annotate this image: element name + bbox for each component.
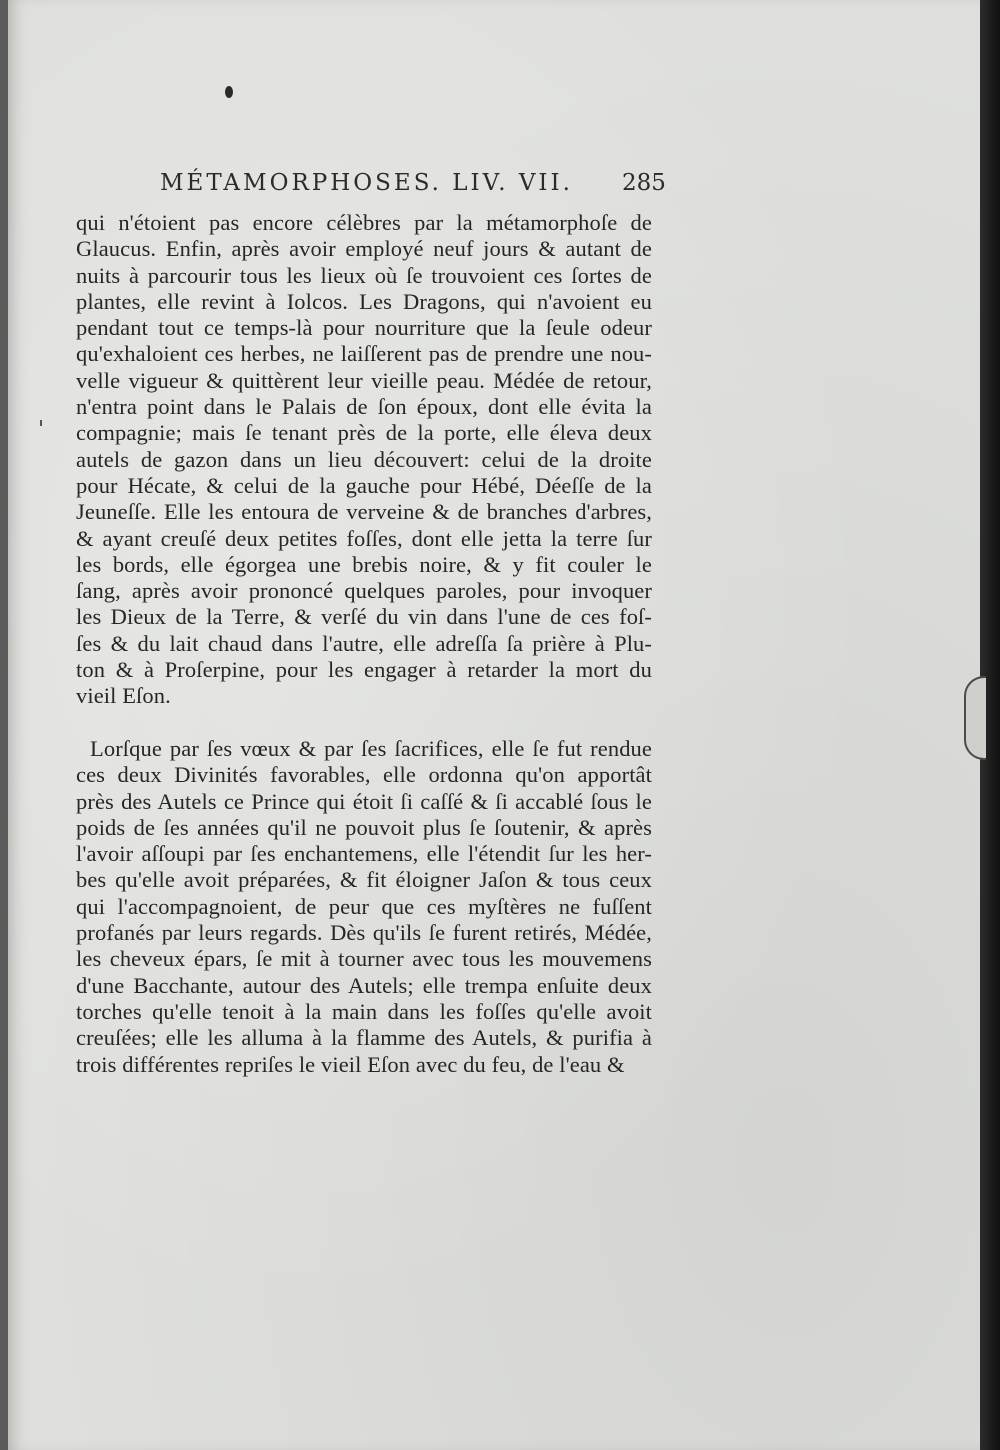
text-line: autels de gazon dans un lieu découvert: celui de la droite	[76, 446, 652, 472]
text-line: pour Hécate, & celui de la gauche pour Hébé, Déeſſe de la	[76, 472, 652, 498]
text-line: nuits à parcourir tous les lieux où ſe trouvoient ces ſortes de	[76, 262, 652, 288]
text-line: qui l'accompagnoient, de peur que ces myſtères ne fuſſent	[76, 893, 652, 919]
running-head-title: MÉTAMORPHOSES. LIV. VII.	[160, 170, 573, 196]
text-line: près des Autels ce Prince qui étoit ſi caſſé & ſi accablé ſous le	[76, 788, 652, 814]
page-number: 285	[622, 170, 666, 196]
text-line: torches qu'elle tenoit à la main dans les foſſes qu'elle avoit	[76, 998, 652, 1024]
text-line: ton & à Proſerpine, pour les engager à retarder la mort du	[76, 657, 652, 683]
text-line: ſes & du lait chaud dans l'autre, elle adreſſa ſa prière à Plu-	[76, 630, 652, 656]
text-line: ces deux Divinités favorables, elle ordonna qu'on apportât	[76, 762, 652, 788]
text-line: Jeuneſſe. Elle les entoura de verveine & de branches d'arbres,	[76, 499, 652, 525]
text-line: vieil Eſon.	[76, 683, 171, 709]
text-line: velle vigueur & quittèrent leur vieille peau. Médée de retour,	[76, 367, 652, 393]
book-page	[8, 0, 980, 1450]
text-line: plantes, elle revint à Iolcos. Les Dragons, qui n'avoient eu	[76, 288, 652, 314]
text-line: & ayant creuſé deux petites foſſes, dont elle jetta la terre ſur	[76, 525, 652, 551]
text-line: Lorſque par ſes vœux & par ſes ſacrifices, elle ſe fut rendue	[90, 736, 652, 761]
text-line: poids de ſes années qu'il ne pouvoit plus ſe ſoutenir, & après	[76, 814, 652, 840]
page-clip	[964, 676, 986, 760]
paragraph-1	[76, 210, 652, 710]
text-line: pendant tout ce temps-là pour nourriture que la ſeule odeur	[76, 315, 652, 341]
text-line: l'avoir aſſoupi par ſes enchantemens, elle l'étendit ſur les her-	[76, 841, 652, 867]
text-line: creuſées; elle les alluma à la flamme des Autels, & purifia à	[76, 1025, 652, 1051]
paragraph-2	[76, 736, 652, 1078]
page-left-edge	[0, 0, 8, 1450]
text-line: Glaucus. Enfin, après avoir employé neuf jours & autant de	[76, 236, 652, 262]
running-head	[8, 170, 980, 204]
ink-spot	[225, 86, 233, 98]
text-line: les bords, elle égorgea une brebis noire, & y fit couler le	[76, 551, 652, 577]
text-line: compagnie; mais ſe tenant près de la porte, elle éleva deux	[76, 420, 652, 446]
margin-mark	[40, 420, 42, 426]
text-line: les Dieux de la Terre, & verſé du vin dans l'une de ces foſ-	[76, 604, 652, 630]
text-line: n'entra point dans le Palais de ſon époux, dont elle évita la	[76, 394, 652, 420]
text-line: qui n'étoient pas encore célèbres par la métamorphoſe de	[76, 210, 652, 235]
text-line: ſang, après avoir prononcé quelques paroles, pour invoquer	[76, 578, 652, 604]
text-line: bes qu'elle avoit préparées, & fit éloigner Jaſon & tous ceux	[76, 867, 652, 893]
text-line: d'une Bacchante, autour des Autels; elle trempa enſuite deux	[76, 972, 652, 998]
text-line: les cheveux épars, ſe mit à tourner avec tous les mouvemens	[76, 946, 652, 972]
text-line: profanés par leurs regards. Dès qu'ils ſe furent retirés, Médée,	[76, 920, 652, 946]
text-line: qu'exhaloient ces herbes, ne laiſſerent pas de prendre une nou-	[76, 341, 652, 367]
text-line: trois différentes repriſes le vieil Eſon avec du feu, de l'eau &	[76, 1051, 625, 1077]
